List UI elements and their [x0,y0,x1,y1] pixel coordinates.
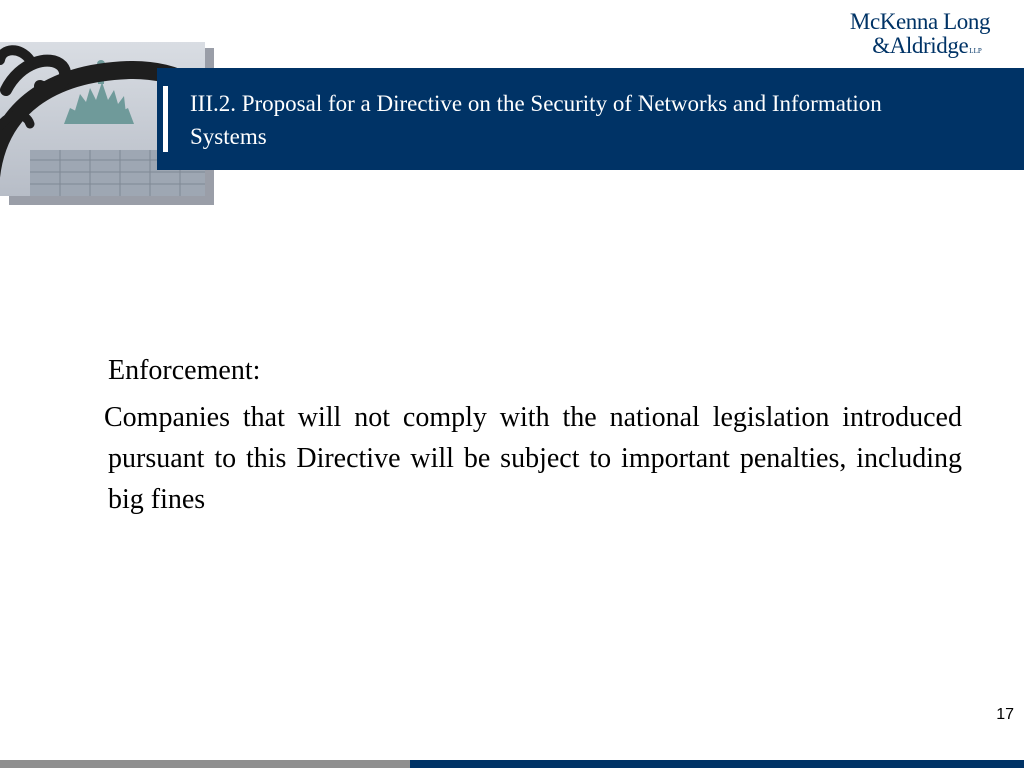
logo-line-1: McKenna Long [849,9,991,34]
page-number: 17 [996,706,1014,723]
title-accent-rule [163,86,168,152]
logo-suffix: LLP [969,47,982,55]
footer-bar-gray [0,760,410,768]
slide-title: III.2. Proposal for a Directive on the Security of Networks and Information Systems [190,91,882,149]
logo-line-2-text: &Aldridge [872,33,969,58]
content-paragraph: Companies that will not comply with the national legislation introduced pursuant to this Directive will be subject to important penalties, including big fines [104,402,962,515]
slide-content [104,350,962,520]
firm-logo [840,10,1000,63]
title-banner [157,68,1024,170]
content-heading: Enforcement: [108,355,261,386]
footer-bar-blue [410,760,1024,768]
logo-line-2 [840,34,1000,63]
